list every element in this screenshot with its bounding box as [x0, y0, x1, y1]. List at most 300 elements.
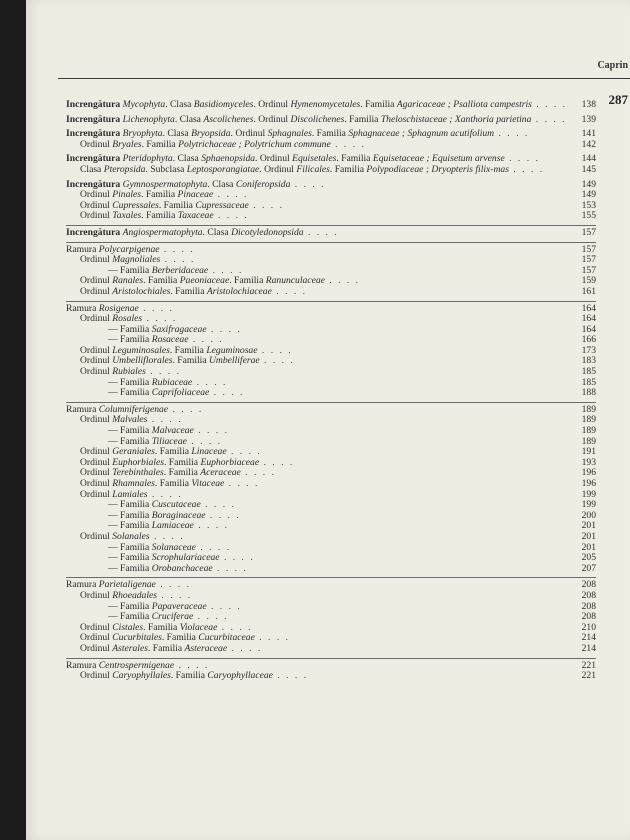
toc-text-run: . Familia [360, 99, 397, 110]
dot-leader: . . . . [168, 403, 204, 415]
toc-text-run: . Familia [344, 113, 381, 125]
dot-leader: . . . . [224, 478, 260, 489]
toc-text-run: Vitaceae [191, 478, 225, 489]
toc-page-number: 157 [581, 226, 596, 238]
toc-page-number: 149 [581, 189, 596, 201]
toc-entry-title [80, 140, 570, 151]
toc-page-number: 173 [581, 344, 596, 356]
toc-text-run: . Familia [147, 642, 185, 654]
toc-entry [66, 115, 596, 126]
toc-entry-title [66, 100, 570, 111]
dot-leader: . . . . [271, 285, 308, 297]
dot-leader: . . . . [188, 334, 224, 346]
toc-text-run: Boraginaceae [151, 509, 206, 521]
toc-entry-title [80, 644, 570, 655]
toc-text-run: Equisetaceae ; Equisetum arvense [372, 153, 505, 165]
dot-leader: . . . . [155, 579, 191, 591]
toc-page-number: 221 [581, 659, 596, 671]
toc-page-number: 157 [581, 254, 596, 266]
toc-entry [66, 287, 596, 298]
toc-page-number: 188 [581, 387, 596, 399]
page-number: 287 [608, 92, 628, 107]
toc-text-run: — Familia [108, 541, 152, 553]
toc-text-run: Ranales [112, 275, 144, 287]
toc-text-run: Bryopsida [191, 128, 231, 140]
toc-text-run: Violaceae [179, 621, 218, 633]
dot-leader: . . . . [531, 113, 567, 125]
toc-text-run: . Familia [161, 632, 199, 644]
toc-page-number: 199 [581, 499, 596, 511]
toc-text-run: . Familia [172, 355, 209, 367]
toc-entry-title [80, 671, 570, 682]
toc-text-run: . Familia [154, 446, 192, 458]
dot-leader: . . . . [508, 163, 545, 175]
toc-entry [66, 671, 596, 682]
toc-text-run: Lamiales [112, 488, 148, 500]
toc-text-run: Papaveraceae [151, 600, 207, 612]
toc-entry-title [66, 228, 570, 239]
toc-text-run: Ordinul [80, 138, 113, 150]
toc-text-run: . Familia [311, 128, 349, 140]
toc-text-run: Coniferopsida [235, 178, 291, 190]
toc-text-run: Ordinul [80, 478, 113, 489]
toc-page-number: 208 [581, 579, 596, 591]
toc-text-run: — Familia [108, 387, 152, 399]
toc-text-run: Cuscutaceae [151, 499, 201, 511]
toc-text-run: Ordinul [80, 456, 113, 468]
toc-text-run: Dicotyledonopsida [231, 226, 304, 238]
dot-leader: . . . . [226, 446, 262, 458]
toc-page-number: 210 [581, 621, 596, 633]
toc-text-run: Umbelliflorales [112, 355, 173, 367]
toc-text-run: Taxales [112, 210, 142, 222]
toc-entry-title [80, 165, 570, 176]
toc-entry [66, 564, 596, 575]
toc-page-number: 153 [581, 199, 596, 211]
toc-text-run: . Familia [141, 189, 178, 201]
toc-page-number: 201 [581, 541, 596, 553]
toc-text-run: Ordinul [80, 199, 113, 211]
toc-text-run: Aristolochiales [112, 285, 171, 297]
toc-text-run: . Clasa [207, 178, 236, 190]
section-divider [66, 242, 596, 243]
toc-text-run: Orobanchaceae [151, 562, 213, 574]
toc-text-run: . Ordinul [253, 113, 291, 125]
toc-text-run: — Familia [108, 509, 152, 521]
toc-text-run: Asterales [112, 642, 148, 654]
toc-text-run: Increngătura [66, 128, 123, 140]
toc-page-number: 161 [581, 285, 596, 297]
table-of-contents [66, 100, 596, 682]
toc-page-number: 141 [581, 128, 596, 140]
toc-page-number: 145 [581, 163, 596, 175]
toc-text-run: Rosigenae [98, 302, 139, 314]
toc-text-run: . Familia [170, 285, 207, 297]
toc-text-run: Ordinul [80, 210, 113, 222]
toc-text-run: . Familia [154, 478, 192, 489]
toc-page-number: 144 [581, 153, 596, 165]
toc-entry [66, 211, 596, 222]
toc-text-run: Paeoniaceae [179, 275, 230, 287]
dot-leader: . . . . [212, 562, 248, 574]
toc-text-run: Increngătura [66, 178, 123, 190]
toc-text-run: . Ordinul [253, 99, 291, 110]
toc-text-run: Hymenomycetales [290, 99, 361, 110]
toc-entry-title [80, 287, 570, 298]
toc-page-number: 191 [581, 446, 596, 458]
toc-text-run: — Familia [108, 552, 152, 564]
toc-text-run: Ordinul [80, 621, 113, 633]
toc-text-run: Sphagnales [267, 128, 312, 140]
toc-text-run: Leguminosae [206, 344, 258, 356]
toc-text-run: — Familia [108, 562, 152, 574]
dot-leader: . . . . [193, 425, 229, 437]
toc-text-run: Clasa [80, 163, 104, 175]
toc-entry-title [108, 564, 570, 575]
toc-text-run: Linaceae [191, 446, 227, 458]
toc-text-run: Sphagnaceae ; Sphagnum acutifolium [348, 128, 495, 140]
toc-text-run: Pteridophyta [122, 153, 173, 165]
toc-text-run: Increngătura [66, 99, 123, 110]
toc-text-run: Ramura [66, 243, 99, 255]
dot-leader: . . . . [193, 520, 229, 532]
dot-leader: . . . . [195, 541, 232, 553]
toc-text-run: Solanales [112, 530, 150, 542]
dot-leader: . . . . [147, 488, 183, 500]
toc-page-number: 166 [581, 334, 596, 346]
toc-page-number: 193 [581, 456, 596, 468]
toc-page-number: 157 [581, 264, 596, 276]
toc-entry [66, 165, 596, 176]
toc-text-run: Ordinul [80, 313, 113, 325]
toc-text-run: Ordinul [80, 670, 113, 682]
toc-text-run: Caprifoliaceae [151, 387, 210, 399]
toc-page-number: 196 [581, 478, 596, 489]
running-head: Caprin [597, 60, 628, 71]
toc-text-run: — Familia [108, 334, 152, 346]
toc-entry [66, 100, 596, 111]
toc-text-run: Ordinul [80, 254, 113, 266]
toc-text-run: Increngătura [66, 226, 123, 238]
toc-text-run: Saxifragaceae [151, 323, 207, 335]
toc-text-run: . Clasa [172, 153, 202, 165]
toc-text-run: Ranunculaceae [265, 275, 325, 287]
toc-page-number: 164 [581, 323, 596, 335]
toc-text-run: — Familia [108, 323, 152, 335]
toc-text-run: . Familia [141, 138, 179, 150]
toc-page-number: 205 [581, 552, 596, 564]
toc-text-run: Centrospermigenae [98, 659, 175, 671]
toc-text-run: Ordinul [80, 414, 113, 426]
toc-text-run: Magnoliales [112, 254, 161, 266]
toc-text-run: Ordinul [80, 366, 113, 378]
toc-text-run: Malvaceae [151, 425, 194, 437]
toc-page-number: 189 [581, 425, 596, 437]
toc-page-number: 214 [581, 632, 596, 644]
header-rule [58, 78, 630, 79]
section-divider [66, 577, 596, 578]
toc-text-run: Ordinul [80, 355, 113, 367]
toc-page-number: 207 [581, 562, 596, 574]
toc-text-run: Polytrichaceae ; Polytrichum commune [178, 138, 331, 150]
toc-text-run: Ordinul [80, 589, 113, 601]
toc-page-number: 208 [581, 589, 596, 601]
toc-text-run: Polycarpigenae [98, 243, 160, 255]
dot-leader: . . . . [157, 589, 193, 601]
toc-text-run: Cistales [112, 621, 144, 633]
toc-text-run: Cucurbitales [112, 632, 162, 644]
toc-text-run: Parietaligenae [98, 579, 156, 591]
dot-leader: . . . . [213, 210, 249, 222]
toc-text-run: Bryales [112, 138, 142, 150]
toc-text-run: Cupressaceae [195, 199, 249, 211]
toc-text-run: . Familia [143, 621, 180, 633]
toc-text-run: Cupressales [112, 199, 159, 211]
toc-text-run: Rosaceae [151, 334, 189, 346]
toc-text-run: . Ordinul [259, 163, 297, 175]
toc-page-number: 189 [581, 435, 596, 447]
toc-text-run: — Familia [108, 600, 152, 612]
toc-page-number: 164 [581, 313, 596, 325]
toc-page-number: 208 [581, 611, 596, 623]
toc-text-run: Aristolochiaceae [206, 285, 272, 297]
toc-text-run: Lichenophyta [122, 113, 175, 125]
section-divider [66, 225, 596, 226]
toc-text-run: Ordinul [80, 632, 113, 644]
toc-text-run: Caryophyllaceae [207, 670, 273, 682]
toc-text-run: Geraniales [112, 446, 155, 458]
toc-text-run: Ramura [66, 659, 99, 671]
dot-leader: . . . . [149, 530, 185, 542]
toc-text-run: Cruciferae [151, 611, 194, 623]
toc-text-run: Sphaenopsida [201, 153, 256, 165]
toc-entry [66, 228, 596, 239]
toc-text-run: . Familia [169, 344, 207, 356]
dot-leader: . . . . [138, 302, 174, 314]
dot-leader: . . . . [142, 313, 178, 325]
toc-text-run: . Familia [163, 456, 201, 468]
dot-leader: . . . . [259, 355, 295, 367]
toc-entry-title [66, 115, 570, 126]
toc-text-run: Asteraceae [184, 642, 228, 654]
toc-text-run: Berberidaceae [151, 264, 209, 276]
toc-page-number: 189 [581, 414, 596, 426]
toc-text-run: Ordinul [80, 275, 113, 287]
toc-text-run: Tiliaceae [151, 435, 187, 447]
book-page [26, 0, 630, 840]
toc-text-run: Basidiomyceles [193, 99, 254, 110]
dot-leader: . . . . [160, 254, 196, 266]
toc-text-run: . Familia [336, 153, 373, 165]
toc-page-number: 201 [581, 520, 596, 532]
toc-text-run: Ordinul [80, 189, 113, 201]
toc-text-run: Ordinul [80, 285, 113, 297]
dot-leader: . . . . [213, 189, 249, 201]
toc-text-run: Caryophyllales [112, 670, 171, 682]
toc-page-number: 199 [581, 488, 596, 500]
toc-entry-title [80, 211, 570, 222]
toc-page-number: 159 [581, 275, 596, 287]
toc-page-number: 189 [581, 403, 596, 415]
toc-page-number: 149 [581, 178, 596, 190]
dot-leader: . . . . [248, 199, 284, 211]
toc-entry [66, 644, 596, 655]
dot-leader: . . . . [174, 659, 210, 671]
toc-text-run: Columniferigenae [98, 403, 169, 415]
section-divider [66, 402, 596, 403]
toc-text-run: Polypodiaceae ; Dryopteris filix-mas [366, 163, 509, 175]
toc-text-run: Ascolichenes [203, 113, 254, 125]
dot-leader: . . . . [259, 456, 295, 468]
toc-text-run: . Familia [143, 275, 180, 287]
toc-entry [66, 388, 596, 399]
toc-text-run: . Clasa [174, 113, 204, 125]
toc-text-run: Ordinul [80, 642, 113, 654]
toc-text-run: Ordinul [80, 344, 113, 356]
toc-text-run: Leptosporangiatae [186, 163, 260, 175]
toc-text-run: Ramura [66, 302, 99, 314]
toc-text-run: Theloschistaceae ; Xanthoria parietina [380, 113, 532, 125]
toc-text-run: Mycophyta [122, 99, 166, 110]
toc-page-number: 185 [581, 376, 596, 388]
toc-text-run: . Familia [163, 467, 201, 479]
toc-text-run: . Clasa [202, 226, 232, 238]
toc-text-run: Increngătura [66, 113, 123, 125]
toc-text-run: Euphorbiaceae [200, 456, 260, 468]
toc-text-run: . Familia [141, 210, 178, 222]
toc-page-number: 155 [581, 210, 596, 222]
dot-leader: . . . . [205, 509, 241, 521]
dot-leader: . . . . [227, 642, 263, 654]
toc-text-run: — Familia [108, 425, 152, 437]
dot-leader: . . . . [206, 323, 242, 335]
dot-leader: . . . . [186, 435, 223, 447]
toc-text-run: Agaricaceae ; Psalliota campestris [396, 99, 532, 110]
toc-text-run: . Familia [229, 275, 266, 287]
toc-text-run: . Familia [170, 670, 208, 682]
toc-text-run: Rubiales [112, 366, 146, 378]
toc-text-run: — Familia [108, 499, 152, 511]
dot-leader: . . . . [219, 552, 255, 564]
toc-text-run: Ordinul [80, 446, 113, 458]
toc-text-run: . Familia [158, 199, 196, 211]
toc-text-run: Rubiaceae [151, 376, 193, 388]
toc-text-run: Ordinul [80, 530, 113, 542]
dot-leader: . . . . [240, 467, 276, 479]
toc-page-number: 142 [581, 138, 596, 150]
toc-text-run: Leguminosales [112, 344, 170, 356]
toc-page-number: 196 [581, 467, 596, 479]
toc-text-run: Pinaceae [177, 189, 214, 201]
toc-text-run: Scrophulariaceae [151, 552, 220, 564]
toc-text-run: Ordinul [80, 488, 113, 500]
toc-text-run: Terebinthales [112, 467, 164, 479]
dot-leader: . . . . [494, 128, 530, 140]
toc-text-run: Rhamnales [112, 478, 155, 489]
toc-text-run: Solanaceae [151, 541, 196, 553]
dot-leader: . . . . [272, 670, 309, 682]
toc-page-number: 201 [581, 530, 596, 542]
dot-leader: . . . . [147, 414, 183, 426]
toc-text-run: . Ordinul [255, 153, 293, 165]
toc-text-run: . Subclasa [145, 163, 187, 175]
toc-text-run: — Familia [108, 435, 152, 447]
toc-page-number: 214 [581, 642, 596, 654]
toc-text-run: Cucurbitaceae [198, 632, 255, 644]
dot-leader: . . . . [254, 632, 291, 644]
toc-text-run: Pinales [112, 189, 142, 201]
toc-text-run: Rosales [112, 313, 143, 325]
toc-page-number: 185 [581, 366, 596, 378]
dot-leader: . . . . [324, 275, 361, 287]
toc-text-run: Angiospermatophyta [122, 226, 203, 238]
toc-text-run: Umbelliferae [209, 355, 260, 367]
toc-text-run: — Familia [108, 376, 152, 388]
toc-text-run: Filicales [296, 163, 330, 175]
toc-page-number: 183 [581, 355, 596, 367]
toc-text-run: Ramura [66, 403, 99, 415]
toc-page-number: 200 [581, 509, 596, 521]
toc-text-run: . Ordinul [230, 128, 268, 140]
dot-leader: . . . . [206, 600, 242, 612]
toc-text-run: Malvales [112, 414, 148, 426]
toc-text-run: Increngătura [66, 153, 123, 165]
toc-text-run: Gymnospermatophyta [122, 178, 208, 190]
toc-text-run: Equisetales [292, 153, 337, 165]
toc-text-run: Ramura [66, 579, 99, 591]
toc-text-run: Aceraceae [200, 467, 241, 479]
dot-leader: . . . . [200, 499, 236, 511]
dot-leader: . . . . [303, 226, 339, 238]
section-divider [66, 301, 596, 302]
toc-text-run: Ordinul [80, 467, 113, 479]
toc-text-run: Taxaceae [177, 210, 214, 222]
dot-leader: . . . . [330, 138, 366, 150]
section-divider [66, 658, 596, 659]
dot-leader: . . . . [257, 344, 293, 356]
dot-leader: . . . . [209, 387, 245, 399]
toc-text-run: Pteropsida [103, 163, 146, 175]
toc-page-number: 164 [581, 302, 596, 314]
toc-text-run: Rhoeadales [112, 589, 158, 601]
dot-leader: . . . . [192, 376, 228, 388]
toc-text-run: . Clasa [162, 128, 192, 140]
toc-text-run: . Familia [329, 163, 367, 175]
toc-text-run: Discolichenes [290, 113, 345, 125]
toc-entry [66, 140, 596, 151]
dot-leader: . . . . [504, 153, 540, 165]
toc-page-number: 208 [581, 600, 596, 612]
dot-leader: . . . . [290, 178, 326, 190]
toc-page-number: 221 [581, 670, 596, 682]
toc-text-run: — Familia [108, 264, 152, 276]
toc-page-number: 157 [581, 243, 596, 255]
toc-text-run: Euphorbiales [112, 456, 164, 468]
dot-leader: . . . . [193, 611, 229, 623]
toc-text-run: — Familia [108, 520, 152, 532]
toc-page-number: 139 [581, 113, 596, 125]
toc-text-run: — Familia [108, 611, 152, 623]
dot-leader: . . . . [159, 243, 195, 255]
dot-leader: . . . . [208, 264, 244, 276]
toc-text-run: Lamiaceae [151, 520, 194, 532]
toc-text-run: Bryophyta [122, 128, 163, 140]
toc-text-run: . Clasa [165, 99, 194, 110]
toc-page-number: 138 [581, 99, 596, 110]
dot-leader: . . . . [531, 99, 568, 110]
toc-entry-title [108, 388, 570, 399]
dot-leader: . . . . [145, 366, 182, 378]
